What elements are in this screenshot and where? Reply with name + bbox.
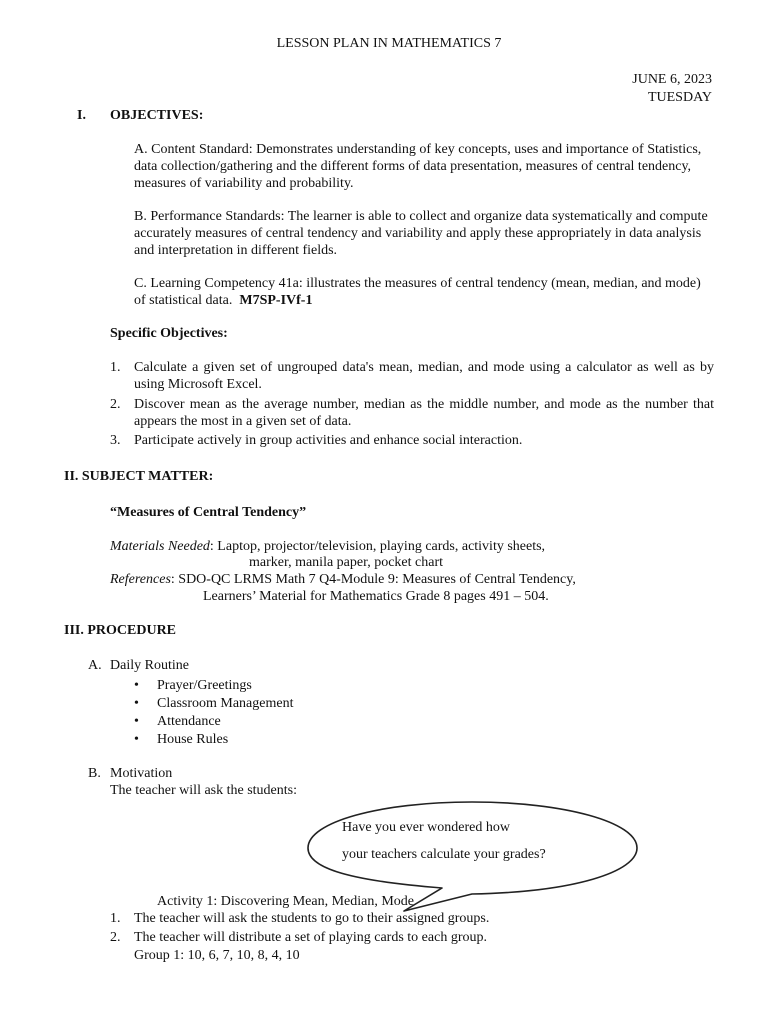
references-label: References <box>110 572 171 587</box>
activity-title: Activity 1: Discovering Mean, Median, Mode <box>157 894 415 909</box>
references-text: : SDO-QC LRMS Math 7 Q4-Module 9: Measures of Central Tendency, <box>170 572 576 587</box>
materials-line <box>110 538 545 555</box>
specific-objective: Discover mean as the average number, median as the middle number, and mode as the number that appears the most in a given set of data. <box>134 397 714 429</box>
specific-objective: Calculate a given set of ungrouped data's mean, median, and mode using a calculator as well as by using Microsoft Excel. <box>134 360 714 392</box>
list-number: 2. <box>110 930 121 945</box>
routine-item: Prayer/Greetings <box>157 678 252 693</box>
learning-competency <box>134 275 714 309</box>
objectives-heading: OBJECTIVES: <box>110 108 204 123</box>
daily-routine-letter: A. <box>88 658 102 673</box>
motivation-letter: B. <box>88 766 101 781</box>
subject-matter-heading: II. SUBJECT MATTER: <box>64 469 214 484</box>
references-continued: Learners’ Material for Mathematics Grade 8 pages 491 – 504. <box>203 589 549 604</box>
specific-objectives-heading: Specific Objectives: <box>110 326 228 341</box>
daily-routine-label: Daily Routine <box>110 658 189 673</box>
document-title: LESSON PLAN IN MATHEMATICS 7 <box>276 36 502 51</box>
content-standard: A. Content Standard: Demonstrates understanding of key concepts, uses and importance of Statistics, data collection/gathering and the different forms of data presentation, measures of central tendency, measures of variability and probability. <box>134 142 702 191</box>
competency-code: M7SP-IVf-1 <box>239 293 313 308</box>
activity-step: The teacher will ask the students to go to their assigned groups. <box>134 911 490 926</box>
group-1-data: Group 1: 10, 6, 7, 10, 8, 4, 10 <box>134 948 300 963</box>
list-number: 1. <box>110 360 121 375</box>
list-number: 3. <box>110 433 121 448</box>
list-number: 2. <box>110 397 121 412</box>
materials-continued: marker, manila paper, pocket chart <box>249 555 444 570</box>
procedure-heading: III. PROCEDURE <box>64 623 177 638</box>
bullet-icon: • <box>134 696 139 711</box>
bubble-question-line1: Have you ever wondered how <box>342 820 510 835</box>
routine-item: Attendance <box>157 714 221 729</box>
section-numeral: I. <box>77 108 86 123</box>
topic-title: “Measures of Central Tendency” <box>110 505 307 520</box>
motivation-label: Motivation <box>110 766 173 781</box>
date-line: JUNE 6, 2023 <box>632 72 712 87</box>
activity-step: The teacher will distribute a set of playing cards to each group. <box>134 930 487 945</box>
bullet-icon: • <box>134 732 139 747</box>
references-line <box>110 571 576 588</box>
specific-objective: Participate actively in group activities and enhance social interaction. <box>134 433 523 448</box>
motivation-intro: The teacher will ask the students: <box>110 783 297 798</box>
bullet-icon: • <box>134 714 139 729</box>
routine-item: House Rules <box>157 732 229 747</box>
list-number: 1. <box>110 911 121 926</box>
materials-text: : Laptop, projector/television, playing cards, activity sheets, <box>209 539 546 554</box>
bubble-question-line2: your teachers calculate your grades? <box>342 847 546 862</box>
learning-competency-text: C. Learning Competency 41a: illustrates the measures of central tendency (mean, median, and mode) of statistical data. <box>134 276 701 308</box>
materials-label: Materials Needed <box>110 539 210 554</box>
bullet-icon: • <box>134 678 139 693</box>
routine-item: Classroom Management <box>157 696 294 711</box>
day-line: TUESDAY <box>647 90 712 105</box>
performance-standards: B. Performance Standards: The learner is able to collect and organize data systematically and compute accurately measures of central tendency and variability and apply these appropriately in data analysis and interpretation in different fields. <box>134 209 708 258</box>
